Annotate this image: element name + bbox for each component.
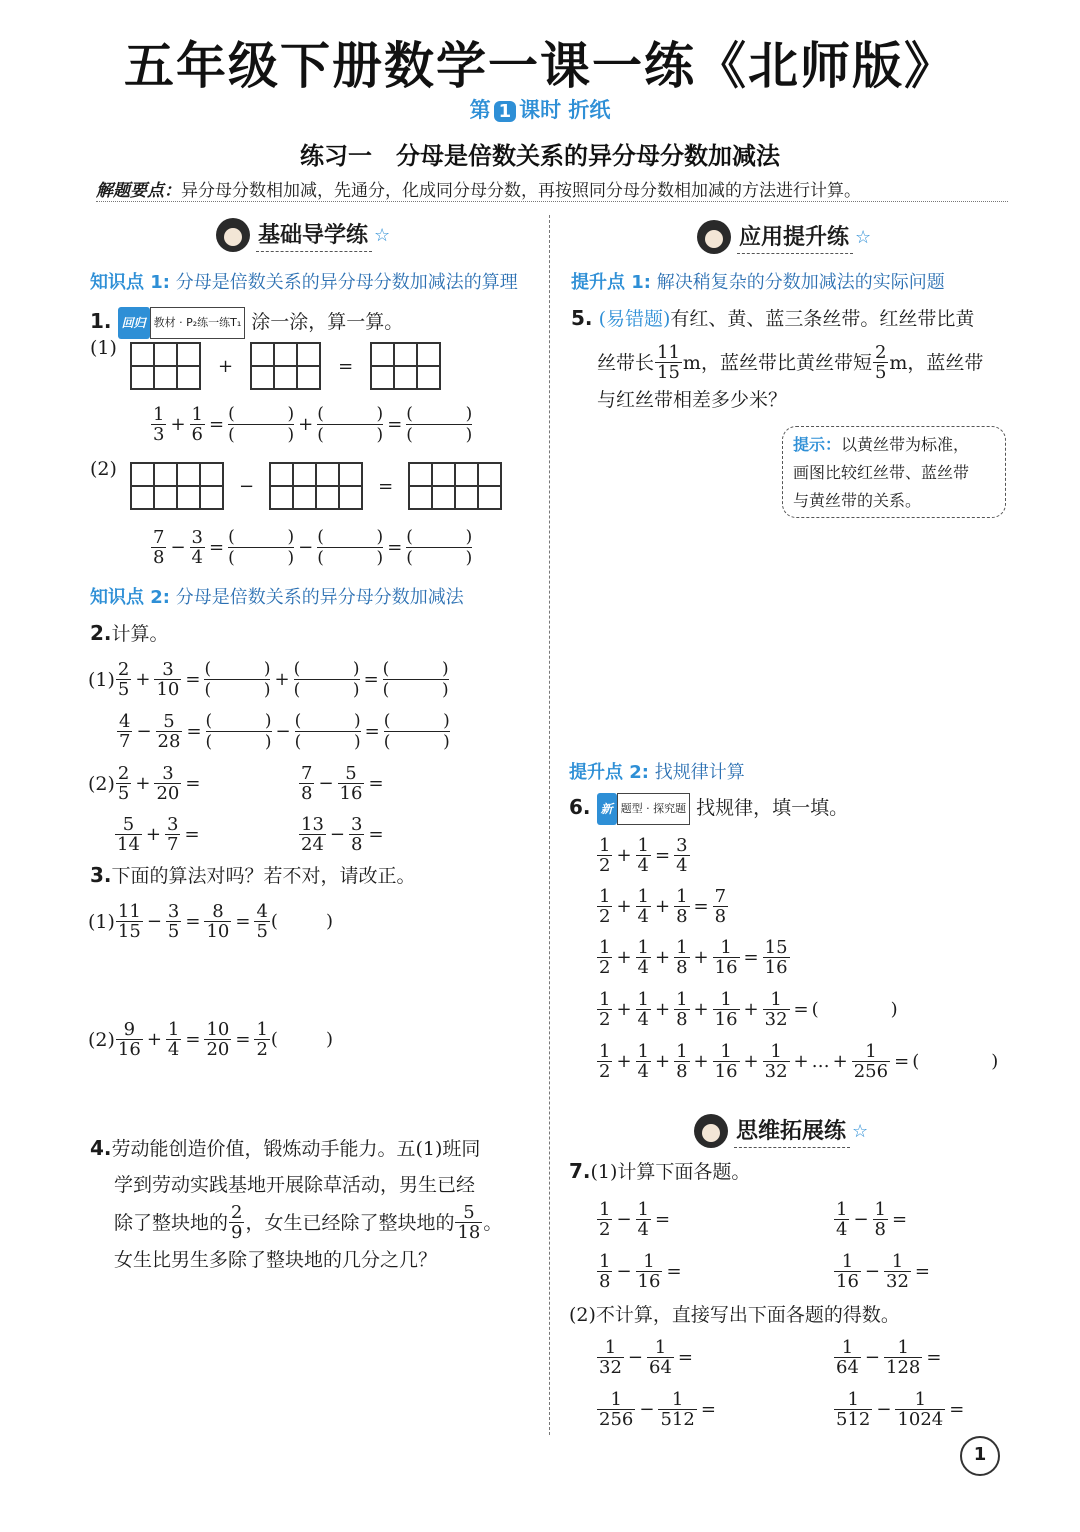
- improve-point-1: 提升点 1: 解决稍复杂的分数加减法的实际问题: [571, 272, 945, 293]
- q7-item-f: $\frac{1}{64}$ − $\frac{1}{128}$ =: [836, 1337, 942, 1378]
- blank-fraction[interactable]: ( ) ( ): [228, 404, 295, 445]
- blank-fraction[interactable]: ( ) ( ): [382, 659, 449, 700]
- q2-item-b: $\frac{4}{7}$ − $\frac{5}{28}$ = ( ) ( ) − ( ) ( ) = ( ) ( ): [119, 711, 450, 752]
- star-icon: ☆: [855, 226, 872, 248]
- q1-badge-source: 教材 · P₂练一练T₁: [150, 307, 246, 339]
- fraction-grid[interactable]: [250, 342, 321, 390]
- blank-fraction[interactable]: ( ) ( ): [228, 527, 295, 568]
- fraction: $\frac{7}{8}$: [153, 527, 165, 568]
- section-apply: [697, 220, 871, 254]
- q7-item-b: $\frac{1}{4}$ − $\frac{1}{8}$ =: [836, 1199, 908, 1240]
- question-3: [90, 860, 416, 891]
- subtitle-text: 课时 折纸: [519, 98, 611, 122]
- q1-text: 涂一涂，算一算。: [251, 311, 404, 333]
- q6-row-3: $\frac{1}{2}$ + $\frac{1}{4}$ + $\frac{1}{8}$ + $\frac{1}{16}$ = $\frac{15}{16}$: [599, 937, 788, 978]
- section-think: [694, 1114, 868, 1148]
- fraction-grid[interactable]: [408, 462, 502, 510]
- judgement-blank[interactable]: ( ): [270, 911, 333, 932]
- equals-sign: =: [338, 355, 354, 377]
- mascot-icon: [697, 220, 731, 254]
- kp1-label: 知识点 1:: [90, 272, 170, 293]
- q6-row-2: $\frac{1}{2}$ + $\frac{1}{4}$ + $\frac{1}{8}$ = $\frac{7}{8}$: [599, 886, 727, 927]
- q3-item-1: (1) $\frac{11}{15}$ − $\frac{3}{5}$ = $\frac{8}{10}$ = $\frac{4}{5}$ ( ): [88, 901, 333, 942]
- q7-item-c: $\frac{1}{8}$ − $\frac{1}{16}$ =: [599, 1251, 682, 1292]
- judgement-blank[interactable]: ( ): [270, 1029, 333, 1050]
- kp2-text: 分母是倍数关系的异分母分数加减法: [175, 587, 464, 608]
- lesson-number: 1: [494, 101, 517, 122]
- question-5: 5. (易错题)有红、黄、蓝三条丝带。红丝带比黄 丝带长 $\frac{11}{15}$ m，蓝丝带比黄丝带短 $\frac{2}{5}$ m，蓝丝带 与红丝带相差多少米？: [571, 306, 984, 411]
- q2-item-d: $\frac{7}{8}$ − $\frac{5}{16}$ =: [301, 763, 384, 804]
- q6-row-5: $\frac{1}{2}$ + $\frac{1}{4}$ + $\frac{1}{8}$ + $\frac{1}{16}$ + $\frac{1}{32}$ + … + $\frac{1}{256}$ = ( ): [599, 1041, 999, 1082]
- subtitle-prefix: 第: [469, 98, 491, 122]
- q1-badge: 回归: [118, 307, 150, 339]
- q7-item-g: $\frac{1}{256}$ − $\frac{1}{512}$ =: [599, 1389, 716, 1430]
- plus-sign: +: [218, 355, 234, 377]
- fraction-grid[interactable]: [130, 462, 224, 510]
- mascot-icon: [216, 218, 250, 252]
- q2-item-e: $\frac{5}{14}$ + $\frac{3}{7}$ =: [117, 814, 200, 855]
- section-think-title: 思维拓展练: [734, 1114, 850, 1148]
- fraction: $\frac{1}{6}$: [191, 404, 203, 445]
- q2-item-a: (1) $\frac{2}{5}$ + $\frac{3}{10}$ = ( ) ( ) + ( ) ( ) = ( ) ( ): [88, 659, 449, 700]
- q2-text: 计算。: [111, 623, 169, 645]
- q1-part1-equation: $\frac{1}{3}$ + $\frac{1}{6}$ = ( ) ( ) + ( ) ( ) = ( ) ( ): [153, 404, 473, 445]
- q2-item-c: (2) $\frac{2}{5}$ + $\frac{3}{20}$ =: [88, 763, 201, 804]
- fraction-grid[interactable]: [130, 342, 201, 390]
- q1-number: 1.: [90, 309, 112, 333]
- q2-number: 2.: [90, 621, 112, 645]
- q3-text: 下面的算法对吗？若不对，请改正。: [111, 865, 416, 887]
- exercise-heading: 练习一 分母是倍数关系的异分母分数加减法: [300, 142, 780, 170]
- minus-sign: −: [239, 475, 255, 497]
- section-apply-title: 应用提升练: [737, 220, 853, 254]
- equals-sign: =: [378, 475, 394, 497]
- answer-blank[interactable]: ( ): [912, 1051, 999, 1072]
- fraction: $\frac{1}{3}$: [153, 404, 165, 445]
- blank-fraction[interactable]: ( ) ( ): [294, 711, 361, 752]
- q2-part1-label: (1): [88, 668, 115, 691]
- q1-part1-grids: [130, 342, 441, 390]
- mascot-icon: [694, 1114, 728, 1148]
- knowledge-point-2: [90, 583, 464, 609]
- blank-fraction[interactable]: ( ) ( ): [293, 659, 360, 700]
- lesson-subtitle: [0, 94, 1080, 124]
- blank-fraction[interactable]: ( ) ( ): [406, 404, 473, 445]
- fraction-grid[interactable]: [269, 462, 363, 510]
- page-title: 五年级下册数学一课一练《北师版》: [124, 37, 956, 95]
- q1-part2-equation: $\frac{7}{8}$ − $\frac{3}{4}$ = ( ) ( ) − ( ) ( ) = ( ) ( ): [153, 527, 473, 568]
- star-icon: ☆: [852, 1120, 869, 1142]
- blank-fraction[interactable]: ( ) ( ): [406, 527, 473, 568]
- fraction-grid[interactable]: [370, 342, 441, 390]
- kp1-text: 分母是倍数关系的异分母分数加减法的算理: [175, 272, 518, 293]
- tip-text: 异分母分数相加减，先通分，化成同分母分数，再按照同分母分数相加减的方法进行计算。: [181, 181, 861, 201]
- question-4: 4.劳动能创造价值，锻炼动手能力。五(1)班同 学到劳动实践基地开展除草活动，男生已经 除了整块地的 $\frac{2}{9}$ ，女生已经除了整块地的 $\frac{5}{18}$ 。 女生比男生多除了整块地的几分之几？: [90, 1136, 503, 1271]
- section-basic: [216, 218, 390, 252]
- question-2: [90, 618, 169, 649]
- knowledge-point-1: [90, 268, 518, 294]
- solving-tip: [96, 176, 1006, 201]
- blank-fraction[interactable]: ( ) ( ): [205, 711, 272, 752]
- column-divider: [549, 215, 550, 1435]
- blank-fraction[interactable]: ( ) ( ): [204, 659, 271, 700]
- blank-fraction[interactable]: ( ) ( ): [317, 527, 384, 568]
- question-1: [90, 306, 403, 339]
- q3-number: 3.: [90, 863, 112, 887]
- tip-label: 解题要点：: [96, 181, 181, 201]
- q7-item-h: $\frac{1}{512}$ − $\frac{1}{1024}$ =: [836, 1389, 965, 1430]
- answer-blank[interactable]: ( ): [811, 999, 898, 1020]
- q1-part2-grids: [130, 462, 502, 510]
- blank-fraction[interactable]: ( ) ( ): [383, 711, 450, 752]
- q6-row-4: $\frac{1}{2}$ + $\frac{1}{4}$ + $\frac{1}{8}$ + $\frac{1}{16}$ + $\frac{1}{32}$ = ( ): [599, 989, 898, 1030]
- q1-part1-label: (1): [90, 337, 117, 359]
- q6-row-1: $\frac{1}{2}$ + $\frac{1}{4}$ = $\frac{3}{4}$: [599, 835, 688, 876]
- improve-point-2: 提升点 2: 找规律计算: [569, 762, 745, 783]
- divider: [96, 201, 1008, 202]
- q2-item-f: $\frac{13}{24}$ − $\frac{3}{8}$ =: [301, 814, 384, 855]
- q1-part2-label: (2): [90, 458, 117, 480]
- page-number: 1: [960, 1436, 1000, 1476]
- blank-fraction[interactable]: ( ) ( ): [317, 404, 384, 445]
- question-7-part2: (2)不计算，直接写出下面各题的得数。: [569, 1304, 900, 1326]
- hint-box: 提示：以黄丝带为标准， 画图比较红丝带、蓝丝带 与黄丝带的关系。: [782, 426, 1006, 518]
- q7-item-e: $\frac{1}{32}$ − $\frac{1}{64}$ =: [599, 1337, 693, 1378]
- q2-part2-label: (2): [88, 772, 115, 795]
- question-7: 7.(1)计算下面各题。: [569, 1159, 751, 1183]
- q3-item-2: (2) $\frac{9}{16}$ + $\frac{1}{4}$ = $\frac{10}{20}$ = $\frac{1}{2}$ ( ): [88, 1019, 333, 1060]
- kp2-label: 知识点 2:: [90, 587, 170, 608]
- q7-item-a: $\frac{1}{2}$ − $\frac{1}{4}$ =: [599, 1199, 671, 1240]
- star-icon: ☆: [374, 224, 391, 246]
- section-basic-title: 基础导学练: [256, 218, 372, 252]
- q7-item-d: $\frac{1}{16}$ − $\frac{1}{32}$ =: [836, 1251, 930, 1292]
- fraction: $\frac{3}{4}$: [191, 527, 203, 568]
- question-6: 6. 新 题型 · 探究题 找规律，填一填。: [569, 792, 848, 825]
